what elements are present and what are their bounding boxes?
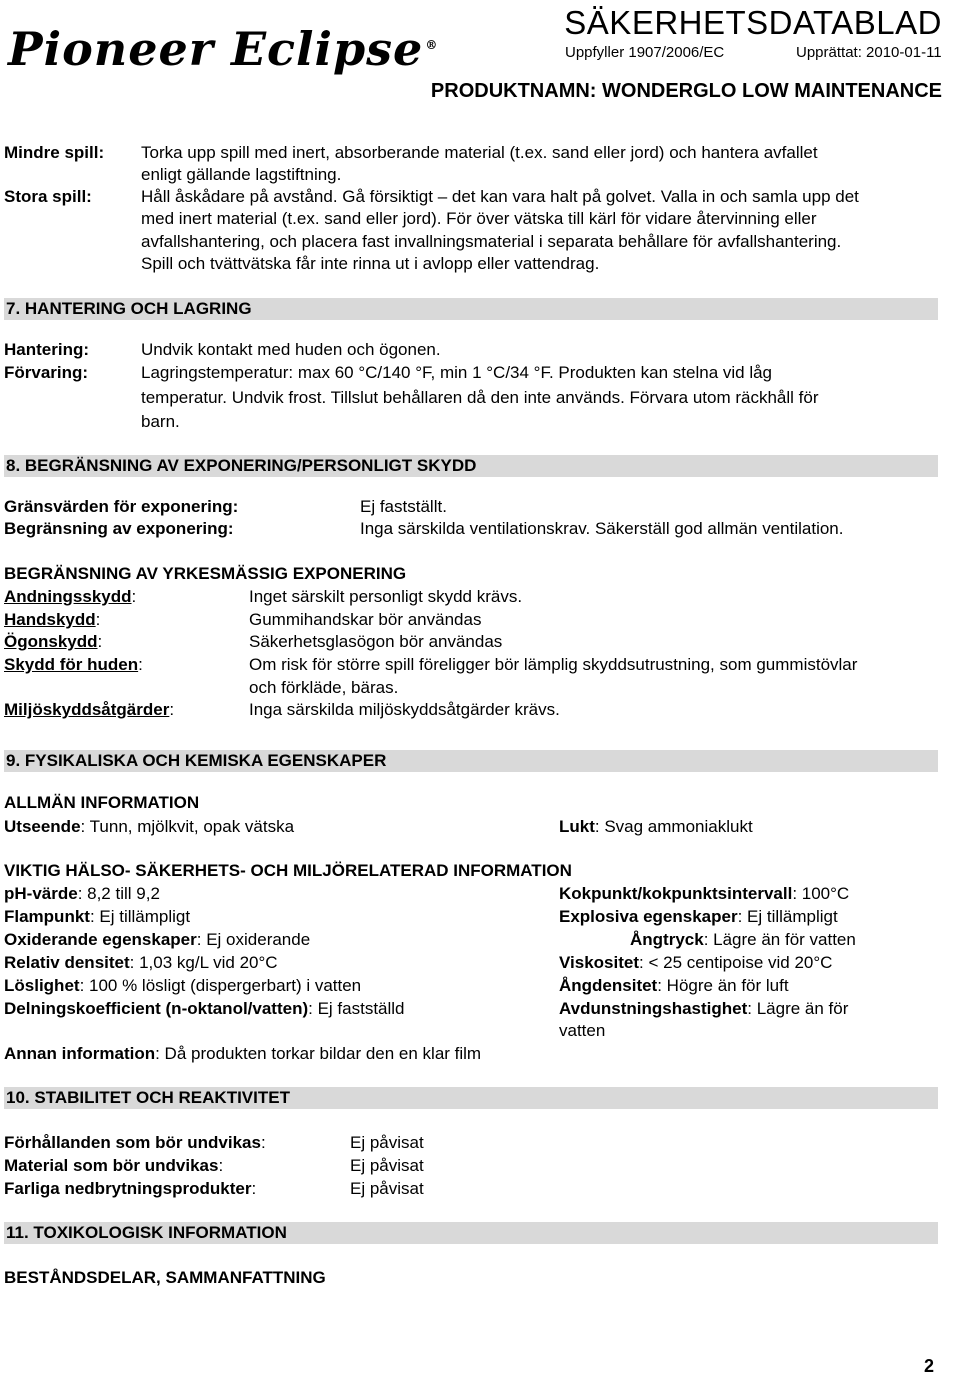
minor-spill-text-2: enligt gällande lagstiftning. bbox=[141, 165, 342, 184]
created-date: Upprättat: 2010-01-11 bbox=[796, 44, 942, 61]
explosive-properties: Explosiva egenskaper: Ej tillämpligt bbox=[559, 907, 838, 926]
boiling-point: Kokpunkt/kokpunktsintervall: 100°C bbox=[559, 884, 850, 903]
decomposition-value: Ej påvisat bbox=[350, 1179, 424, 1198]
section-10-bar bbox=[4, 1087, 938, 1109]
minor-spill-label: Mindre spill: bbox=[4, 143, 105, 162]
section-9-title: 9. FYSIKALISKA OCH KEMISKA EGENSKAPER bbox=[6, 751, 387, 770]
appearance: Utseende: Tunn, mjölkvit, opak vätska bbox=[4, 817, 295, 836]
section-7-title: 7. HANTERING OCH LAGRING bbox=[6, 299, 252, 318]
section-10-title: 10. STABILITET OCH REAKTIVITET bbox=[6, 1088, 290, 1107]
skin-protection-value-1: Om risk för större spill föreligger bör lämplig skyddsutrustning, som gummistövlar bbox=[249, 655, 858, 674]
section-8-title: 8. BEGRÄNSNING AV EXPONERING/PERSONLIGT SKYDD bbox=[6, 456, 477, 475]
respiratory-value: Inget särskilt personligt skydd krävs. bbox=[249, 587, 523, 606]
exposure-limits-label: Gränsvärden för exponering: bbox=[4, 497, 239, 516]
storage-text-3: barn. bbox=[141, 412, 180, 431]
solubility: Löslighet: 100 % lösligt (dispergerbart) i vatten bbox=[4, 976, 362, 995]
vapor-pressure: Ångtryck: Lägre än för vatten bbox=[630, 930, 856, 949]
minor-spill-text-1: Torka upp spill med inert, absorberande material (t.ex. sand eller jord) och hantera avfallet bbox=[141, 143, 818, 162]
product-name: PRODUKTNAMN: WONDERGLO LOW MAINTENANCE bbox=[430, 80, 942, 102]
hand-protection-value: Gummihandskar bör användas bbox=[249, 610, 482, 629]
document-title: SÄKERHETSDATABLAD bbox=[564, 4, 942, 41]
evaporation-rate-cont: vatten bbox=[559, 1021, 606, 1040]
ph-value: pH-värde: 8,2 till 9,2 bbox=[4, 884, 160, 903]
oxidizing-properties: Oxiderande egenskaper: Ej oxiderande bbox=[4, 930, 311, 949]
hand-protection-label: Handskydd: bbox=[4, 610, 101, 629]
storage-label: Förvaring: bbox=[4, 363, 89, 382]
environmental-label: Miljöskyddsåtgärder: bbox=[4, 700, 175, 719]
exposure-control-label: Begränsning av exponering: bbox=[4, 519, 234, 538]
handling-label: Hantering: bbox=[4, 340, 89, 359]
skin-protection-label: Skydd för huden: bbox=[4, 655, 143, 674]
materials-to-avoid-label: Material som bör undvikas: bbox=[4, 1156, 224, 1175]
exposure-limits-value: Ej fastställt. bbox=[360, 497, 447, 516]
respiratory-label: Andningsskydd: bbox=[4, 587, 137, 606]
general-info-title: ALLMÄN INFORMATION bbox=[4, 793, 200, 812]
flash-point: Flampunkt: Ej tillämpligt bbox=[4, 907, 191, 926]
odor: Lukt: Svag ammoniaklukt bbox=[559, 817, 753, 836]
relative-density: Relativ densitet: 1,03 kg/L vid 20°C bbox=[4, 953, 278, 972]
major-spill-text-2: med inert material (t.ex. sand eller jord). För över vätska till kärl för vidare återvinning eller bbox=[141, 209, 817, 228]
evaporation-rate: Avdunstningshastighet: Lägre än för bbox=[559, 999, 849, 1018]
section-11-bar bbox=[4, 1222, 938, 1244]
exposure-control-value: Inga särskilda ventilationskrav. Säkerställ god allmän ventilation. bbox=[360, 519, 844, 538]
skin-protection-value-2: och förkläde, bäras. bbox=[249, 678, 399, 697]
materials-to-avoid-value: Ej påvisat bbox=[350, 1156, 424, 1175]
eye-protection-value: Säkerhetsglasögon bör användas bbox=[249, 632, 503, 651]
compliance-note: Uppfyller 1907/2006/EC bbox=[565, 44, 725, 61]
major-spill-text-3: avfallshantering, och placera fast invallningsmaterial i separata behållare för avfallshantering. bbox=[141, 232, 842, 251]
decomposition-label: Farliga nedbrytningsprodukter: bbox=[4, 1179, 257, 1198]
other-information: Annan information: Då produkten torkar bildar den en klar film bbox=[4, 1044, 482, 1063]
storage-text-2: temperatur. Undvik frost. Tillslut behållaren då den inte används. Förvara utom räckhåll för bbox=[141, 388, 819, 407]
storage-text-1: Lagringstemperatur: max 60 °C/140 °F, min 1 °C/34 °F. Produkten kan stelna vid låg bbox=[141, 363, 773, 382]
environmental-value: Inga särskilda miljöskyddsåtgärder krävs. bbox=[249, 700, 560, 719]
major-spill-text-4: Spill och tvättvätska får inte rinna ut i avlopp eller vattendrag. bbox=[141, 254, 600, 273]
viscosity: Viskositet: < 25 centipoise vid 20°C bbox=[559, 953, 833, 972]
components-summary-title: BESTÅNDSDELAR, SAMMANFATTNING bbox=[4, 1268, 326, 1287]
eye-protection-label: Ögonskydd: bbox=[4, 632, 103, 651]
occupational-exposure-title: BEGRÄNSNING AV YRKESMÄSSIG EXPONERING bbox=[4, 564, 407, 583]
handling-text: Undvik kontakt med huden och ögonen. bbox=[141, 340, 441, 359]
section-7-bar bbox=[4, 298, 938, 320]
conditions-to-avoid-value: Ej påvisat bbox=[350, 1133, 424, 1152]
section-9-bar bbox=[4, 750, 938, 772]
page-number: 2 bbox=[923, 1356, 934, 1376]
section-8-bar bbox=[4, 455, 938, 477]
company-logo: Pioneer Eclipse ® bbox=[8, 22, 439, 76]
major-spill-text-1: Håll åskådare på avstånd. Gå försiktigt – det kan vara halt på golvet. Valla in och samla upp det bbox=[141, 187, 859, 206]
important-info-title: VIKTIG HÄLSO- SÄKERHETS- OCH MILJÖRELATERAD INFORMATION bbox=[4, 861, 572, 880]
major-spill-label: Stora spill: bbox=[4, 187, 92, 206]
section-11-title: 11. TOXIKOLOGISK INFORMATION bbox=[6, 1223, 287, 1242]
conditions-to-avoid-label: Förhållanden som bör undvikas: bbox=[4, 1133, 266, 1152]
partition-coefficient: Delningskoefficient (n-oktanol/vatten): Ej fastställd bbox=[4, 999, 405, 1018]
vapor-density: Ångdensitet: Högre än för luft bbox=[559, 976, 789, 995]
